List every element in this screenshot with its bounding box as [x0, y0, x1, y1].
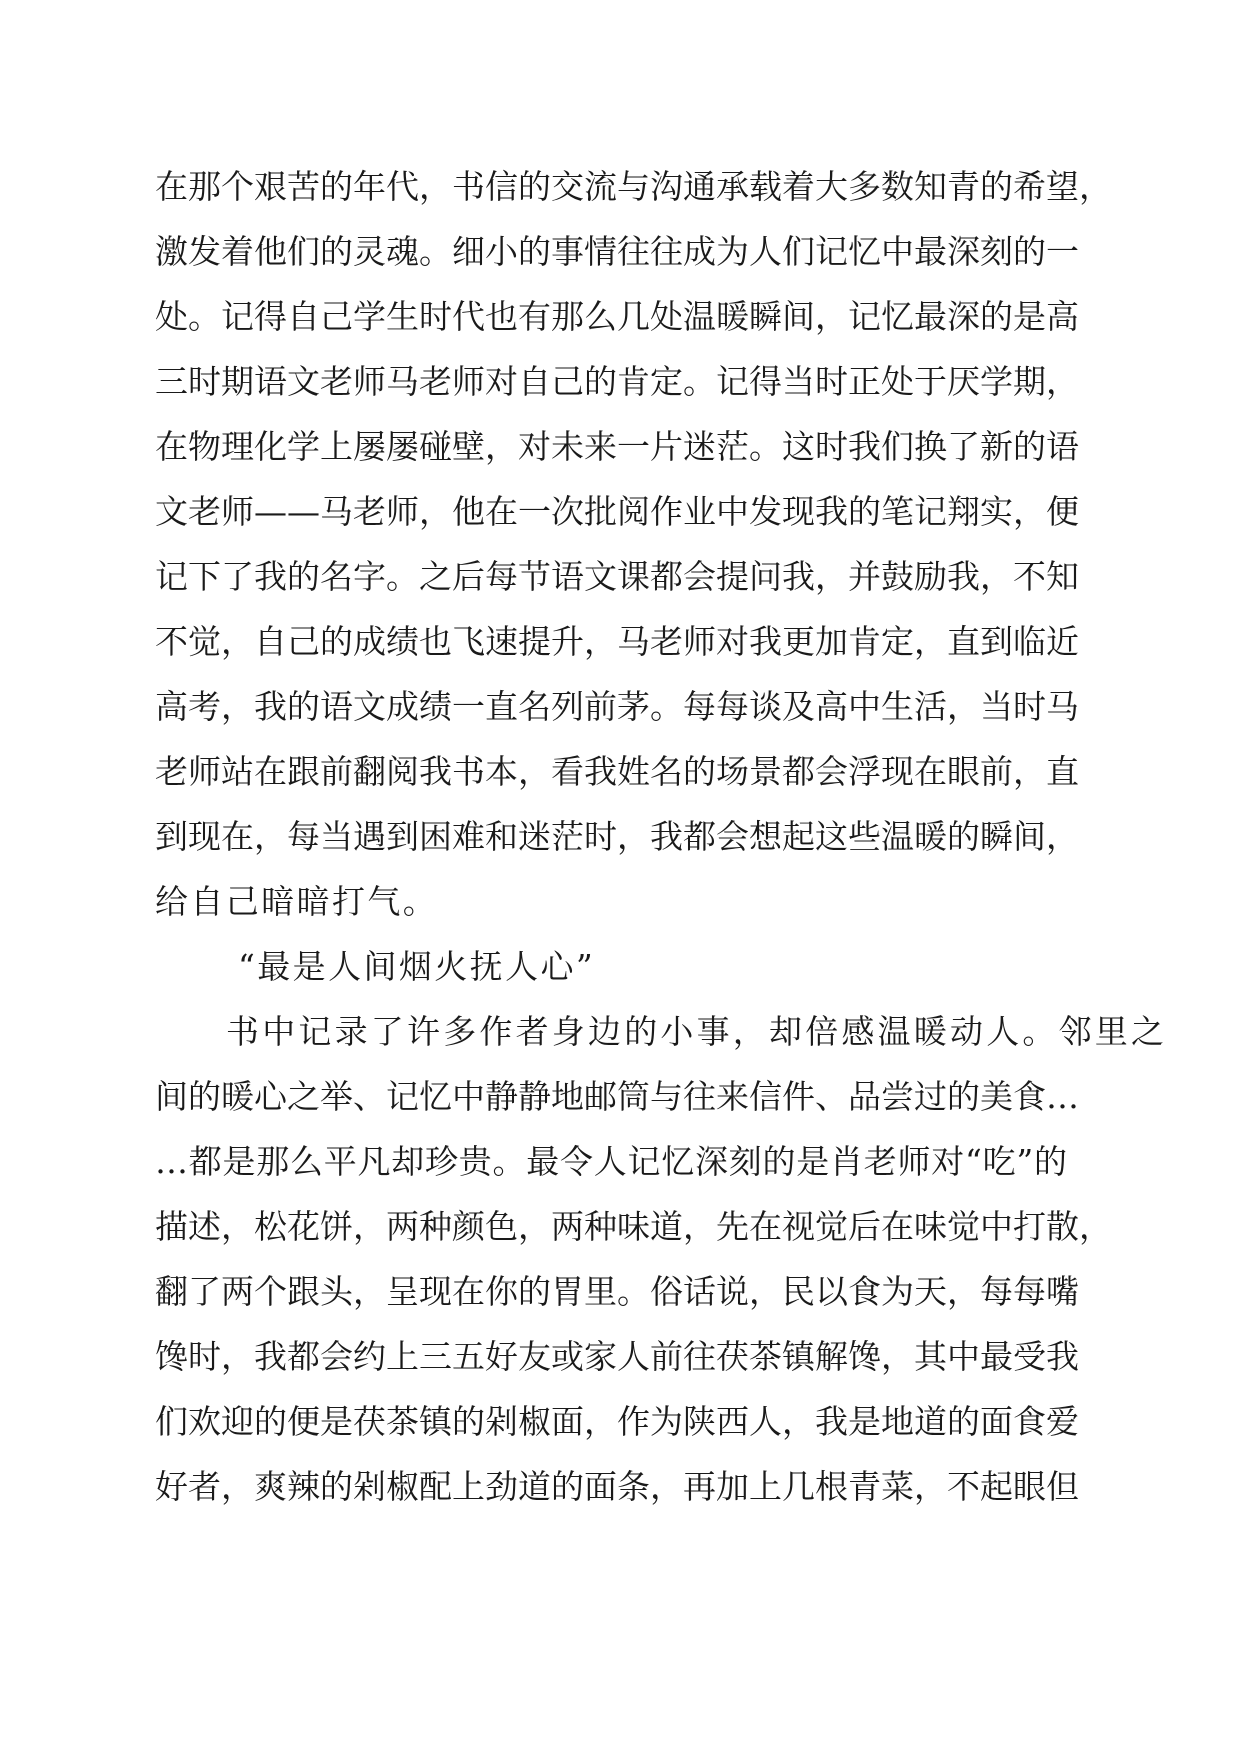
paragraph-line: 文老师——马老师，他在一次批阅作业中发现我的笔记翔实，便 — [155, 492, 1079, 531]
paragraph-line: 们欢迎的便是茯茶镇的剁椒面，作为陕西人，我是地道的面食爱 — [155, 1402, 1079, 1441]
paragraph-line: 间的暖心之举、记忆中静静地邮筒与往来信件、品尝过的美食… — [155, 1077, 1079, 1116]
paragraph-line: 馋时，我都会约上三五好友或家人前往茯茶镇解馋，其中最受我 — [155, 1337, 1079, 1376]
paragraph-line: 处。记得自己学生时代也有那么几处温暖瞬间，记忆最深的是高 — [155, 297, 1079, 336]
paragraph-line: 描述，松花饼，两种颜色，两种味道，先在视觉后在味觉中打散， — [155, 1207, 1112, 1246]
paragraph-line-last: 给自己暗暗打气。 — [155, 882, 439, 921]
paragraph-line: 不觉，自己的成绩也飞速提升，马老师对我更加肯定，直到临近 — [155, 622, 1079, 661]
paragraph-line: 高考，我的语文成绩一直名列前茅。每每谈及高中生活，当时马 — [155, 687, 1079, 726]
paragraph-line: 好者，爽辣的剁椒配上劲道的面条，再加上几根青菜，不起眼但 — [155, 1467, 1079, 1506]
paragraph-line: 老师站在跟前翻阅我书本，看我姓名的场景都会浮现在眼前，直 — [155, 752, 1079, 791]
paragraph-line: 激发着他们的灵魂。细小的事情往往成为人们记忆中最深刻的一 — [155, 232, 1079, 271]
section-heading: “最是人间烟火抚人心” — [238, 947, 596, 986]
paragraph-line: 三时期语文老师马老师对自己的肯定。记得当时正处于厌学期， — [155, 362, 1079, 401]
paragraph-line: 到现在，每当遇到困难和迷茫时，我都会想起这些温暖的瞬间， — [155, 817, 1079, 856]
paragraph-line: 翻了两个跟头，呈现在你的胃里。俗话说，民以食为天，每每嘴 — [155, 1272, 1079, 1311]
paragraph-line: …都是那么平凡却珍贵。最令人记忆深刻的是肖老师对“吃”的 — [155, 1142, 1067, 1181]
paragraph-first-line: 书中记录了许多作者身边的小事，却倍感温暖动人。邻里之 — [226, 1012, 1168, 1051]
paragraph-line: 在物理化学上屡屡碰壁，对未来一片迷茫。这时我们换了新的语 — [155, 427, 1079, 466]
paragraph-line: 在那个艰苦的年代，书信的交流与沟通承载着大多数知青的希望， — [155, 167, 1112, 206]
paragraph-line: 记下了我的名字。之后每节语文课都会提问我，并鼓励我，不知 — [155, 557, 1079, 596]
